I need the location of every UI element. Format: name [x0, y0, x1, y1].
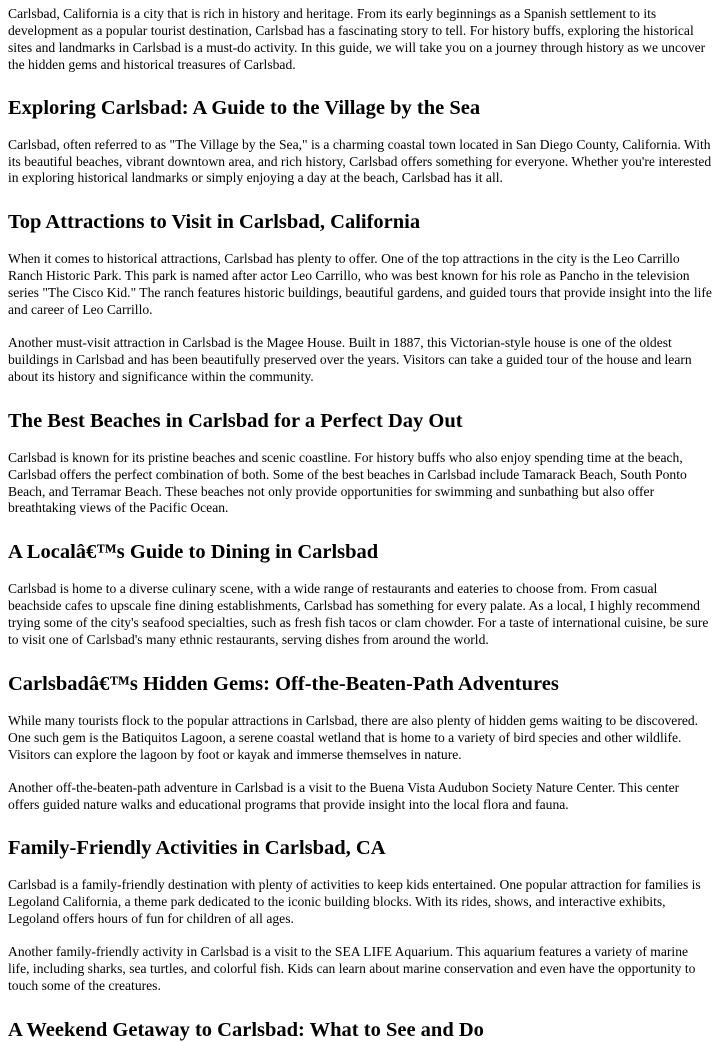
section-heading-family-friendly: Family-Friendly Activities in Carlsbad, CA [8, 837, 386, 860]
section-heading-top-attractions: Top Attractions to Visit in Carlsbad, California [8, 211, 421, 234]
section-paragraph: Carlsbad is a family-friendly destination with plenty of activities to keep kids entertained. One popular attraction for families is Legoland California, a theme park dedicated to the iconic building blocks. With its rides, shows, and interactive exhibits, Legoland offers hours of fun for children of all ages. [8, 877, 701, 927]
article [0, 6, 712, 1042]
section-paragraph: Another must-visit attraction in Carlsbad is the Magee House. Built in 1887, this Victorian-style house is one of the oldest buildings in Carlsbad and has been beautifully preserved over the years. Visitors can take a guided tour of the house and learn about its history and significance within the community. [8, 334, 692, 384]
section-paragraph: While many tourists flock to the popular attractions in Carlsbad, there are also plenty of hidden gems waiting to be discovered. One such gem is the Batiquitos Lagoon, a serene coastal wetland that is home to a variety of bird species and other wildlife. Visitors can explore the lagoon by foot or kayak and immerse themselves in nature. [8, 712, 699, 762]
section-paragraph: When it comes to historical attractions, Carlsbad has plenty to offer. One of the top attractions in the city is the Leo Carrillo Ranch Historic Park. This park is named after actor Leo Carrillo, who was best known for his role as Pancho in the television series "The Cisco Kid." The ranch features historic buildings, beautiful gardens, and guided tours that provide insight into the life and career of Leo Carrillo. [8, 251, 712, 318]
section-heading-best-beaches: The Best Beaches in Carlsbad for a Perfect Day Out [8, 409, 463, 432]
section-paragraph: Another family-friendly activity in Carlsbad is a visit to the SEA LIFE Aquarium. This aquarium features a variety of marine life, including sharks, sea turtles, and colorful fish. Kids can learn about marine conservation and even have the opportunity to touch some of the creatures. [8, 944, 696, 993]
section-paragraph: Carlsbad is home to a diverse culinary scene, with a wide range of restaurants and eateries to choose from. From casual beachside cafes to upscale fine dining establishments, Carlsbad has something for every palate. As a local, I highly recommend trying some of the city's seafood specialties, such as fresh fish tacos or clam chowder. For a taste of international cuisine, be sure to visit one of Carlsbad's many ethnic restaurants, serving dishes from around the world. [8, 581, 709, 648]
section-heading-village-by-the-sea: Exploring Carlsbad: A Guide to the Village by the Sea [8, 96, 481, 119]
section-paragraph: Another off-the-beaten-path adventure in Carlsbad is a visit to the Buena Vista Audubon Society Nature Center. This center offers guided nature walks and educational programs that provide insight into the local flora and fauna. [8, 779, 680, 812]
intro-paragraph: Carlsbad, California is a city that is rich in history and heritage. From its early beginnings as a Spanish settlement to its development as a popular tourist destination, Carlsbad has a fascinating story to tell. For history buffs, exploring the historical sites and landmarks in Carlsbad is a must-do activity. In this guide, we will take you on a journey through history as we uncover the hidden gems and historical treasures of Carlsbad. [8, 6, 706, 72]
section-heading-weekend-getaway: A Weekend Getaway to Carlsbad: What to See and Do [8, 1018, 484, 1041]
section-paragraph: Carlsbad, often referred to as "The Village by the Sea," is a charming coastal town located in San Diego County, California. With its beautiful beaches, vibrant downtown area, and rich history, Carlsbad offers something for everyone. Whether you're interested in exploring historical landmarks or simply enjoying a day at the beach, Carlsbad has it all. [8, 136, 712, 186]
section-heading-dining-guide: A Localâ€™s Guide to Dining in Carlsbad [8, 541, 379, 564]
section-heading-hidden-gems: Carlsbadâ€™s Hidden Gems: Off-the-Beaten-Path Adventures [8, 672, 559, 695]
section-paragraph: Carlsbad is known for its pristine beaches and scenic coastline. For history buffs who also enjoy spending time at the beach, Carlsbad offers the perfect combination of both. Some of the best beaches in Carlsbad include Tamarack Beach, South Ponto Beach, and Terramar Beach. These beaches not only provide opportunities for swimming and sunbathing but also offer breathtaking views of the Pacific Ocean. [8, 449, 687, 516]
